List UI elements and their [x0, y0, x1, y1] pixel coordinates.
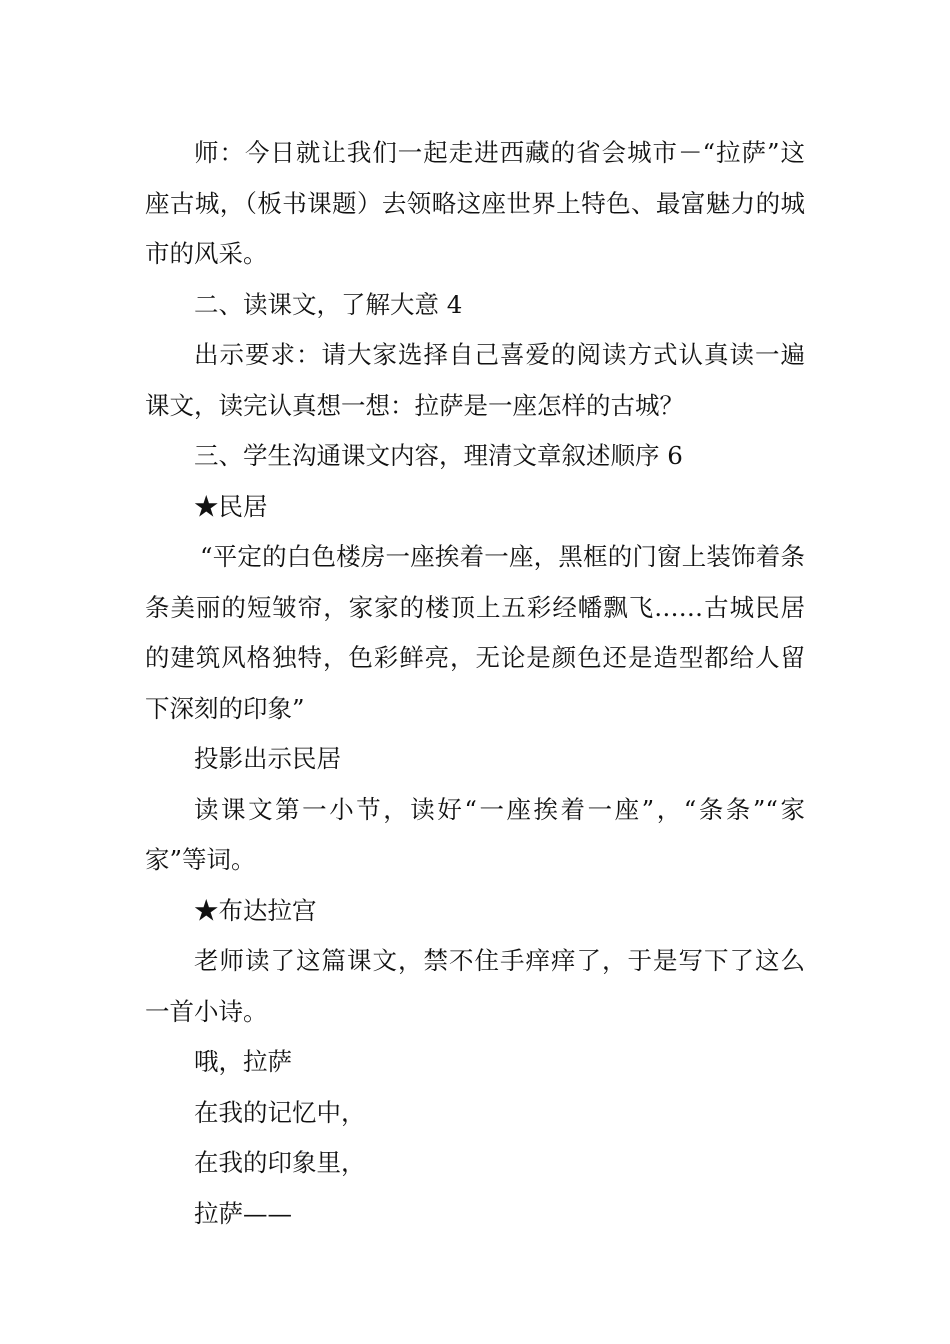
paragraph-read-first-section: 读课文第一小节，读好“一座挨着一座”，“条条”“家家”等词。 — [145, 794, 805, 874]
subheading-potala: ★布达拉宫 — [194, 895, 317, 925]
subheading-minju: ★民居 — [194, 491, 268, 521]
paragraph-minju-quote: “平定的白色楼房一座挨着一座，黑框的门窗上装饰着条条美丽的短皱帘，家家的楼顶上五彩经幡飘飞……古城民居的建筑风格独特，色彩鲜亮，无论是颜色还是造型都给人留下深刻的印象” — [145, 542, 805, 723]
section-heading-read-text: 二、读课文，了解大意 4 — [194, 289, 463, 319]
paragraph-teacher-intro: 师：今日就让我们一起走进西藏的省会城市－“拉萨”这座古城，（板书课题）去领略这座世界上特色、最富魅力的城市的风采。 — [145, 138, 805, 268]
paragraph-projection-minju: 投影出示民居 — [194, 744, 341, 773]
paragraph-reading-requirement: 出示要求：请大家选择自己喜爱的阅读方式认真读一遍课文，读完认真想一想：拉萨是一座怎样的古城？ — [145, 340, 805, 420]
paragraph-teacher-poem-intro: 老师读了这篇课文，禁不住手痒痒了，于是写下了这么一首小诗。 — [145, 946, 805, 1026]
section-heading-discuss-text: 三、学生沟通课文内容，理清文章叙述顺序 6 — [194, 441, 683, 470]
poem-line: 在我的记忆中， — [194, 1097, 366, 1127]
poem-line: 拉萨—— — [194, 1198, 292, 1228]
document-page — [145, 128, 805, 1239]
poem-line: 在我的印象里， — [194, 1148, 366, 1177]
poem-line: 哦，拉萨 — [194, 1047, 292, 1076]
